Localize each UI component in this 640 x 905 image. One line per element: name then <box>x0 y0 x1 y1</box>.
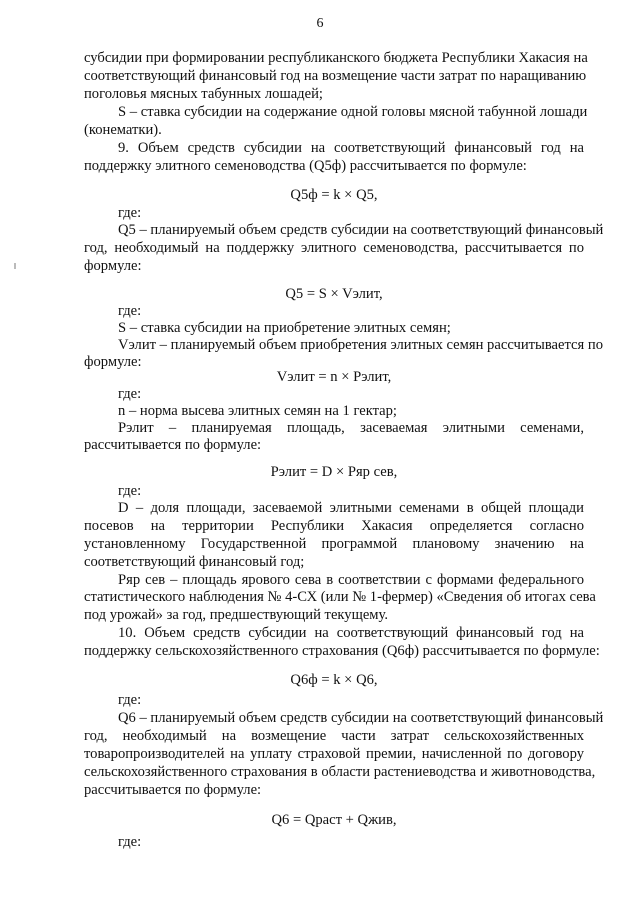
text-line: где: <box>118 692 142 708</box>
text-line: соответствующий финансовый год; <box>84 554 305 570</box>
text-line: рассчитывается по формуле: <box>84 437 262 453</box>
text-line: поголовья мясных табунных лошадей; <box>84 86 323 102</box>
page-number: 6 <box>316 16 324 31</box>
text-line: рассчитывается по формуле: <box>84 782 262 798</box>
text-line: статистического наблюдения № 4-СХ (или № 1-фермер) «Сведения об итогах сева <box>84 589 596 605</box>
text-line: 10. Объем средств субсидии на соответствующий финансовый год на <box>118 625 584 641</box>
text-line: где: <box>118 483 142 499</box>
text-line: формуле: <box>84 354 142 370</box>
text-line: где: <box>118 205 142 221</box>
text-line: Pэлит – планируемая площадь, засеваемая элитными семенами, <box>118 420 584 436</box>
text-line: (конематки). <box>84 122 162 138</box>
text-line: D – доля площади, засеваемой элитными семенами в общей площади <box>118 500 584 516</box>
text-line: установленному Государственной программой плановому значению на <box>84 536 584 552</box>
margin-mark <box>14 263 16 269</box>
text-line: 9. Объем средств субсидии на соответствующий финансовый год на <box>118 140 584 156</box>
text-line: поддержку сельскохозяйственного страхования (Q6ф) рассчитывается по формуле: <box>84 643 600 659</box>
formula: Q5 = S × Vэлит, <box>285 286 383 302</box>
text-line: формуле: <box>84 258 142 274</box>
text-line: S – ставка субсидии на приобретение элитных семян; <box>118 320 451 336</box>
text-line: Q6 – планируемый объем средств субсидии на соответствующий финансовый <box>118 710 604 726</box>
text-line: поддержку элитного семеноводства (Q5ф) рассчитывается по формуле: <box>84 158 527 174</box>
text-line: n – норма высева элитных семян на 1 гектар; <box>118 403 397 419</box>
text-line: сельскохозяйственного страхования в области растениеводства и животноводства, <box>84 764 596 780</box>
text-line: Q5 – планируемый объем средств субсидии на соответствующий финансовый <box>118 222 604 238</box>
text-line: посевов на территории Республики Хакасия определяется согласно <box>84 518 584 534</box>
text-line: где: <box>118 834 142 850</box>
text-line: соответствующий финансовый год на возмещение части затрат по наращиванию <box>84 68 587 84</box>
formula: Pэлит = D × Pяр сев, <box>270 464 398 480</box>
text-line: S – ставка субсидии на содержание одной головы мясной табунной лошади <box>118 104 588 120</box>
formula: Q5ф = k × Q5, <box>290 187 378 203</box>
text-line: Vэлит – планируемый объем приобретения элитных семян рассчитывается по <box>118 337 603 353</box>
text-line: под урожай» за год, предшествующий текущему. <box>84 607 389 623</box>
formula: Q6ф = k × Q6, <box>290 672 378 688</box>
text-line: товаропроизводителей на уплату страховой премии, начисленной по договору <box>84 746 584 762</box>
text-line: где: <box>118 386 142 402</box>
text-line: год, необходимый на возмещение части затрат сельскохозяйственных <box>84 728 584 744</box>
text-line: где: <box>118 303 142 319</box>
text-line: субсидии при формировании республиканского бюджета Республики Хакасия на <box>84 50 588 66</box>
formula: Q6 = Qраст + Qжив, <box>271 812 397 828</box>
text-line: год, необходимый на поддержку элитного семеноводства, рассчитывается по <box>84 240 584 256</box>
formula: Vэлит = n × Pэлит, <box>276 369 392 385</box>
text-line: Pяр сев – площадь ярового сева в соответствии с формами федерального <box>118 572 584 588</box>
